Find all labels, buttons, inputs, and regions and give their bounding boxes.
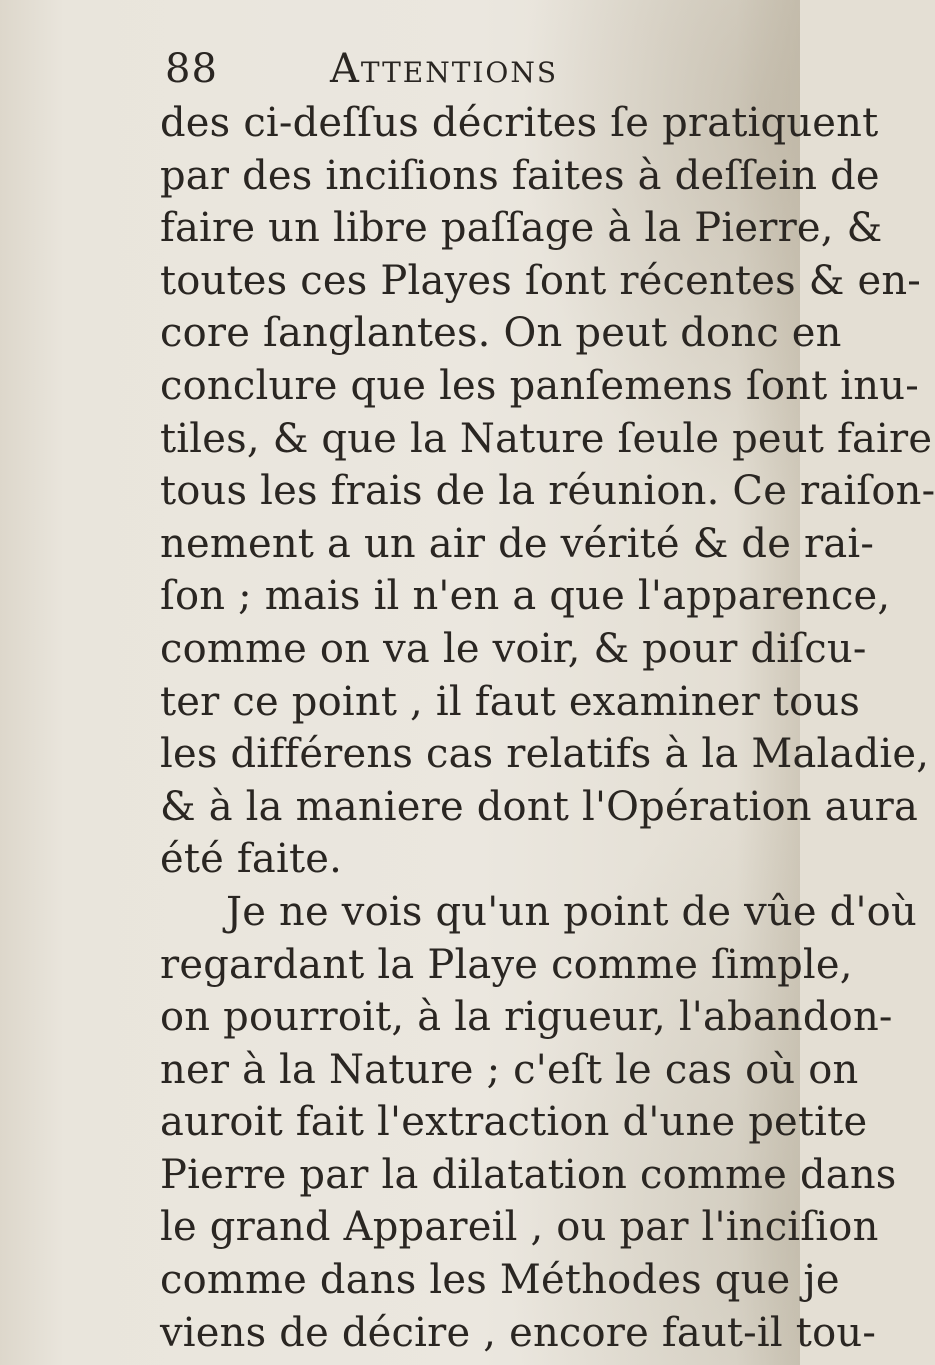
text-line: tous les frais de la réunion. Ce raiſon- — [160, 468, 935, 515]
text-line: auroit fait l'extraction d'une petite — [160, 1099, 868, 1146]
text-line: par des inciſions faites à deſſein de — [160, 152, 880, 199]
text-line: le grand Appareil , ou par l'inciſion — [160, 1204, 879, 1251]
text-line: ſon ; mais il n'en a que l'apparence, — [160, 573, 891, 620]
page-header — [165, 44, 765, 94]
paragraph-start-line: Je ne vois qu'un point de vûe d'où — [226, 888, 917, 935]
text-line: nement a un air de vérité & de rai- — [160, 520, 875, 567]
text-line: core ſanglantes. On peut donc en — [160, 310, 842, 357]
text-line: regardant la Playe comme ſimple, — [160, 941, 853, 988]
running-title: Attentions — [330, 46, 559, 92]
text-line: des ci-deſſus décrites ſe pratiquent — [160, 100, 879, 146]
body-text — [160, 97, 935, 1359]
text-line: on pourroit, à la rigueur, l'abandon- — [160, 994, 893, 1041]
text-line: faire un libre paſſage à la Pierre, & — [160, 205, 883, 252]
text-line: conclure que les panſemens ſont inu- — [160, 362, 919, 409]
text-line: tiles, & que la Nature ſeule peut faire — [160, 415, 933, 462]
text-line: ner à la Nature ; c'eſt le cas où on — [160, 1046, 859, 1093]
text-line: & à la maniere dont l'Opération aura — [160, 783, 919, 830]
page-number: 88 — [165, 46, 218, 92]
text-line: ter ce point , il faut examiner tous — [160, 678, 861, 725]
text-line: comme on va le voir, & pour diſcu- — [160, 625, 867, 672]
text-line: viens de décire , encore faut-il tou- — [160, 1309, 877, 1356]
text-line: les différens cas relatifs à la Maladie, — [160, 731, 930, 778]
text-line: toutes ces Playes ſont récentes & en- — [160, 257, 922, 304]
text-line: comme dans les Méthodes que je — [160, 1257, 840, 1304]
text-line: Pierre par la dilatation comme dans — [160, 1151, 897, 1198]
text-line: été faite. — [160, 836, 343, 883]
